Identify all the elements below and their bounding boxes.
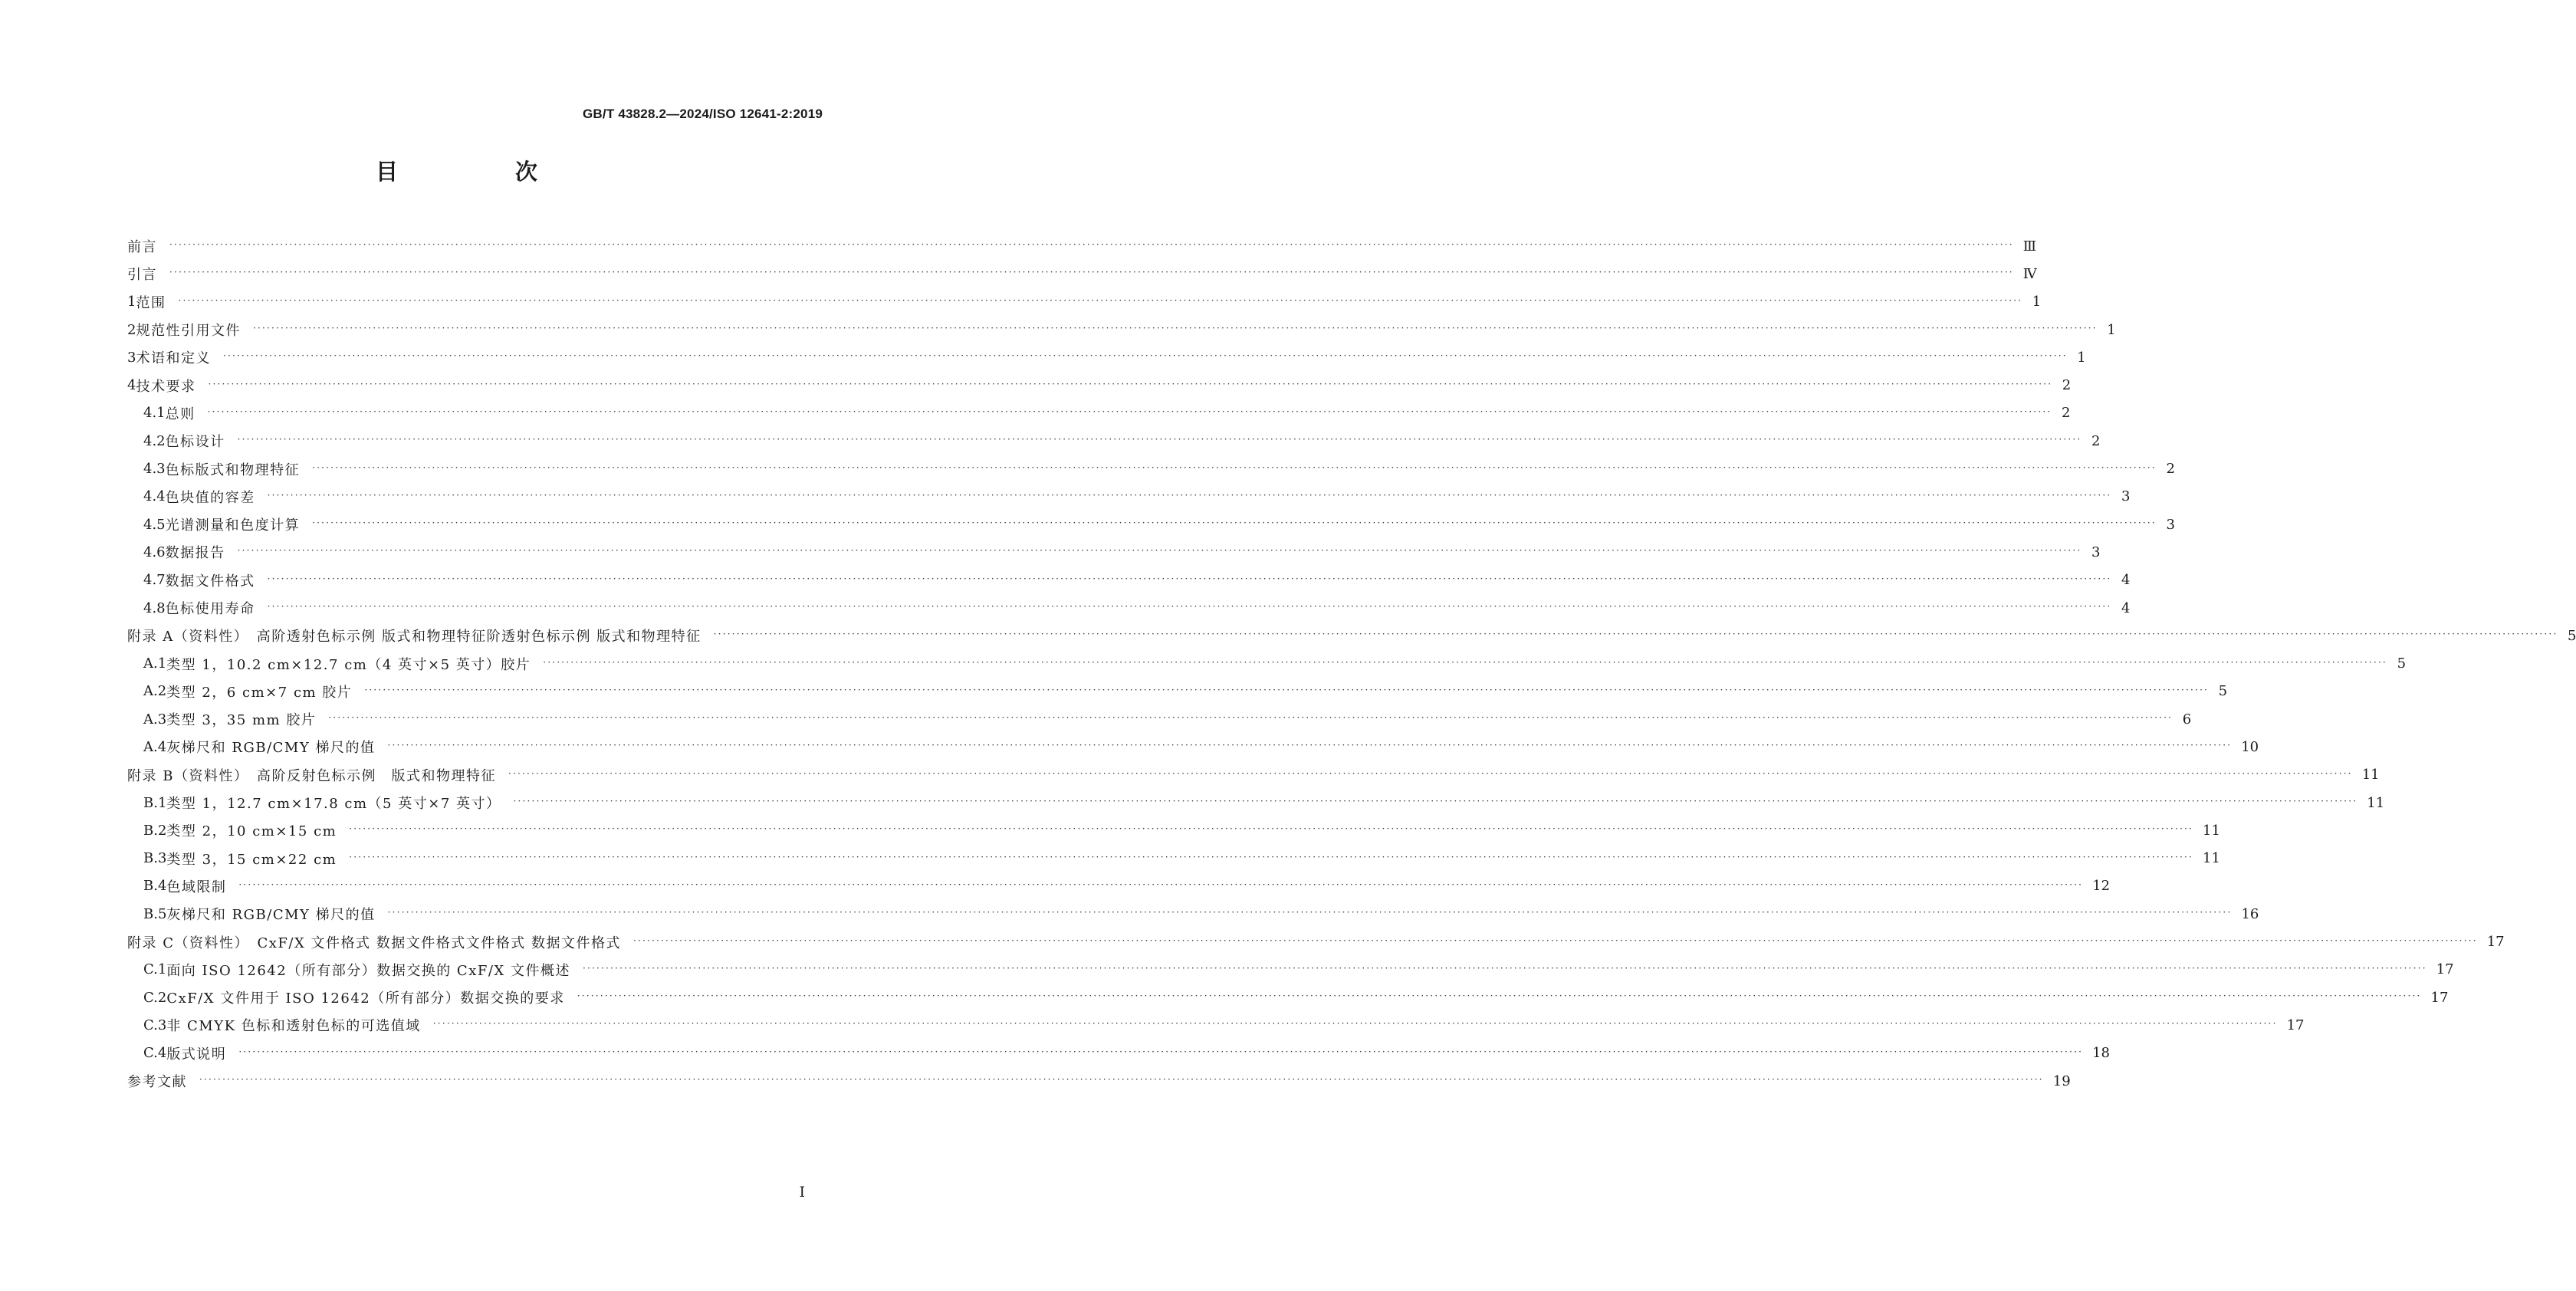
toc-entry-title: 术语和定义 bbox=[136, 350, 211, 367]
toc-entry[interactable] bbox=[127, 872, 2111, 900]
toc-entry-title: 引言 bbox=[127, 267, 157, 284]
toc-entry[interactable] bbox=[127, 900, 2259, 928]
toc-entry-page: 4 bbox=[2121, 600, 2131, 616]
toc-entry-title: 色标设计 bbox=[165, 434, 225, 451]
toc-entry-title: 面向 ISO 12642（所有部分）数据交换的 CxF/X 文件概述 bbox=[166, 962, 570, 979]
toc-entry[interactable] bbox=[127, 538, 2101, 566]
toc-entry-number: 4.2 bbox=[143, 432, 166, 449]
toc-entry[interactable] bbox=[127, 705, 2192, 733]
dot-leader: ················································································································································································································································································································································································································ bbox=[713, 629, 2558, 640]
toc-entry-page: 11 bbox=[2361, 767, 2380, 783]
toc-entry-page: Ⅳ bbox=[2022, 265, 2037, 282]
toc-entry[interactable] bbox=[127, 427, 2101, 455]
dot-leader: ················································································································································································································································································································································································································ bbox=[169, 239, 2014, 251]
toc-entry-page: 2 bbox=[2091, 432, 2101, 449]
toc-entry-page: 2 bbox=[2166, 461, 2175, 478]
toc-entry-title: 灰梯尺和 RGB/CMY 梯尺的值 bbox=[166, 907, 376, 924]
toc-entry[interactable] bbox=[127, 622, 2576, 649]
dot-leader: ················································································································································································································································································································································································································ bbox=[178, 294, 2023, 306]
toc-entry-page: 3 bbox=[2091, 544, 2101, 560]
toc-entry[interactable] bbox=[127, 1067, 2071, 1095]
toc-entry-page: Ⅲ bbox=[2022, 238, 2037, 255]
dot-leader: ················································································································································································································································································································································································································ bbox=[267, 573, 2112, 584]
toc-entry-title: 色标版式和物理特征 bbox=[165, 462, 301, 478]
toc-entry-number: B.3 bbox=[143, 850, 167, 867]
toc-entry-number: 4.4 bbox=[143, 488, 166, 505]
toc-entry-number: 4.7 bbox=[143, 572, 166, 589]
toc-entry-page: 10 bbox=[2241, 738, 2259, 755]
toc-entry[interactable] bbox=[127, 455, 2175, 482]
toc-entry-title: 规范性引用文件 bbox=[136, 323, 241, 340]
toc-entry-title: 数据报告 bbox=[165, 545, 225, 562]
toc-entry[interactable] bbox=[127, 316, 2116, 343]
toc-entry[interactable] bbox=[127, 594, 2131, 622]
page-title: 目 次 bbox=[375, 159, 585, 185]
toc-entry-title: CxF/X 文件用于 ISO 12642（所有部分）数据交换的要求 bbox=[166, 990, 565, 1007]
toc-entry[interactable] bbox=[127, 371, 2072, 399]
toc-entry-title: 类型 1，12.7 cm×17.8 cm（5 英寸×7 英寸） bbox=[166, 796, 501, 813]
toc-entry-page: 4 bbox=[2121, 572, 2131, 589]
toc-entry-title: 色域限制 bbox=[166, 879, 227, 895]
dot-leader: ················································································································································································································································································································································································································ bbox=[513, 796, 2358, 807]
toc-entry-page: 6 bbox=[2182, 711, 2192, 728]
dot-leader: ················································································································································································································································································································································································································ bbox=[328, 712, 2174, 724]
toc-entry-page: 5 bbox=[2218, 683, 2228, 700]
toc-entry-title: 附录 B（资料性） 高阶反射色标示例 版式和物理特征 bbox=[127, 767, 496, 784]
toc-entry-page: 11 bbox=[2203, 822, 2220, 839]
toc-entry-title: 类型 1，10.2 cm×12.7 cm（4 英寸×5 英寸）胶片 bbox=[166, 656, 531, 673]
toc-entry-number: C.1 bbox=[143, 961, 167, 978]
toc-entry[interactable] bbox=[127, 956, 2454, 984]
dot-leader: ················································································································································································································································································································································································································ bbox=[267, 489, 2112, 501]
toc-entry-number: B.5 bbox=[143, 905, 167, 922]
dot-leader: ················································································································································································································································································································································································································ bbox=[632, 935, 2478, 946]
toc-entry[interactable] bbox=[127, 649, 2407, 677]
dot-leader: ················································································································································································································································································································································································································ bbox=[199, 1074, 2044, 1086]
toc-entry[interactable] bbox=[127, 288, 2042, 316]
toc-entry-title: 附录 C（资料性） CxF/X 文件格式 数据文件格式文件格式 数据文件格式 bbox=[127, 935, 621, 951]
toc-entry[interactable] bbox=[127, 567, 2131, 594]
toc-entry-number: 2 bbox=[127, 321, 136, 338]
toc-entry-title: 附录 A（资料性） 高阶透射色标示例 版式和物理特征阶透射色标示例 版式和物理特征 bbox=[127, 629, 702, 646]
toc-entry[interactable] bbox=[127, 733, 2259, 760]
toc-entry[interactable] bbox=[127, 816, 2220, 844]
toc-entry-title: 版式说明 bbox=[166, 1046, 227, 1063]
toc-entry[interactable] bbox=[127, 789, 2385, 816]
dot-leader: ················································································································································································································································································································································································································ bbox=[238, 879, 2084, 890]
toc-entry-page: 11 bbox=[2203, 850, 2220, 867]
toc-entry-title: 参考文献 bbox=[127, 1074, 187, 1091]
toc-entry-number: 1 bbox=[127, 294, 136, 310]
toc-entry[interactable] bbox=[127, 399, 2071, 427]
toc-entry-page: 2 bbox=[2062, 377, 2072, 394]
toc-entry-title: 类型 3，35 mm 胶片 bbox=[166, 712, 317, 729]
dot-leader: ················································································································································································································································································································································································································ bbox=[577, 990, 2422, 1002]
dot-leader: ················································································································································································································································································································································································································ bbox=[312, 462, 2157, 473]
dot-leader: ················································································································································································································································································································································································································ bbox=[349, 823, 2193, 835]
toc-entry[interactable] bbox=[127, 984, 2449, 1011]
toc-entry-number: 4 bbox=[127, 377, 136, 394]
toc-entry[interactable] bbox=[127, 260, 2037, 287]
toc-entry-page: 17 bbox=[2436, 961, 2454, 978]
toc-entry-title: 非 CMYK 色标和透射色标的可选值域 bbox=[166, 1018, 421, 1035]
table-of-contents bbox=[127, 232, 2576, 1095]
dot-leader: ················································································································································································································································································································································································································ bbox=[252, 323, 2098, 334]
toc-entry-page: 3 bbox=[2121, 488, 2131, 505]
toc-entry-title: 类型 2，6 cm×7 cm 胶片 bbox=[166, 684, 353, 701]
toc-entry-title: 数据文件格式 bbox=[165, 573, 255, 590]
toc-entry-number: B.4 bbox=[143, 878, 167, 895]
toc-entry[interactable] bbox=[127, 928, 2505, 955]
toc-entry-page: 5 bbox=[2397, 655, 2407, 672]
toc-entry-page: 17 bbox=[2430, 989, 2449, 1006]
toc-entry-title: 灰梯尺和 RGB/CMY 梯尺的值 bbox=[166, 740, 376, 757]
dot-leader: ················································································································································································································································································································································································································ bbox=[207, 406, 2052, 417]
toc-entry[interactable] bbox=[127, 1011, 2305, 1039]
toc-entry-page: 1 bbox=[2032, 294, 2042, 310]
toc-entry-title: 光谱测量和色度计算 bbox=[165, 517, 301, 534]
toc-entry[interactable] bbox=[127, 343, 2086, 371]
dot-leader: ················································································································································································································································································································································································································ bbox=[208, 378, 2053, 389]
toc-entry-page: 1 bbox=[2077, 349, 2086, 366]
toc-entry-number: 4.8 bbox=[143, 600, 166, 616]
toc-entry[interactable] bbox=[127, 511, 2175, 538]
toc-entry-page: 18 bbox=[2092, 1045, 2110, 1062]
toc-entry-title: 色标使用寿命 bbox=[165, 601, 255, 617]
toc-entry-number: 4.6 bbox=[143, 544, 166, 560]
toc-entry-number: B.2 bbox=[143, 822, 167, 839]
toc-entry-page: 11 bbox=[2367, 794, 2385, 811]
toc-entry-page: 12 bbox=[2092, 878, 2111, 895]
toc-entry-number: A.2 bbox=[143, 683, 167, 700]
toc-entry-page: 17 bbox=[2286, 1017, 2305, 1033]
toc-entry-page: 16 bbox=[2241, 905, 2259, 922]
toc-entry-title: 前言 bbox=[127, 239, 157, 256]
dot-leader: ················································································································································································································································································································································································································ bbox=[582, 962, 2427, 974]
toc-entry-page: 5 bbox=[2568, 627, 2576, 644]
dot-leader: ················································································································································································································································································································································································································ bbox=[387, 907, 2233, 918]
dot-leader: ················································································································································································································································································································································································································ bbox=[508, 767, 2353, 779]
page-number: I bbox=[799, 1184, 805, 1201]
toc-entry-title: 总则 bbox=[165, 406, 196, 422]
toc-entry-number: B.1 bbox=[143, 794, 167, 811]
toc-entry-number: 3 bbox=[127, 349, 136, 366]
toc-entry-number: A.3 bbox=[143, 711, 167, 728]
toc-entry-number: C.2 bbox=[143, 989, 167, 1006]
toc-entry-number: C.4 bbox=[143, 1045, 167, 1062]
toc-entry-page: 1 bbox=[2107, 321, 2116, 338]
toc-entry-page: 17 bbox=[2486, 934, 2505, 951]
toc-entry[interactable] bbox=[127, 678, 2228, 705]
toc-entry-title: 类型 3，15 cm×22 cm bbox=[166, 851, 337, 868]
toc-entry-number: 4.1 bbox=[143, 405, 166, 422]
dot-leader: ················································································································································································································································································································································································································ bbox=[312, 517, 2157, 529]
dot-leader: ················································································································································································································································································································································································································ bbox=[238, 1046, 2084, 1057]
toc-entry[interactable] bbox=[127, 1040, 2110, 1067]
dot-leader: ················································································································································································································································································································································································································ bbox=[349, 851, 2193, 862]
toc-entry-number: 4.3 bbox=[143, 461, 166, 478]
dot-leader: ················································································································································································································································································································································································································ bbox=[364, 684, 2210, 695]
dot-leader: ················································································································································································································································································································································································································ bbox=[237, 545, 2082, 557]
toc-entry-title: 色块值的容差 bbox=[165, 489, 255, 506]
toc-entry-number: 4.5 bbox=[143, 516, 166, 533]
toc-entry-title: 技术要求 bbox=[136, 378, 196, 395]
toc-entry-title: 类型 2，10 cm×15 cm bbox=[166, 823, 337, 840]
toc-entry-number: A.1 bbox=[143, 655, 167, 672]
dot-leader: ················································································································································································································································································································································································································ bbox=[543, 656, 2388, 668]
dot-leader: ················································································································································································································································································································································································································ bbox=[267, 601, 2112, 612]
toc-entry-number: A.4 bbox=[143, 738, 167, 755]
dot-leader: ················································································································································································································································································································································································································ bbox=[237, 434, 2082, 445]
dot-leader: ················································································································································································································································································································································································································ bbox=[222, 350, 2068, 362]
toc-entry-page: 2 bbox=[2061, 405, 2071, 422]
toc-entry-number: C.3 bbox=[143, 1017, 167, 1033]
toc-entry[interactable] bbox=[127, 483, 2131, 511]
toc-entry-page: 19 bbox=[2052, 1073, 2071, 1089]
dot-leader: ················································································································································································································································································································································································································ bbox=[387, 740, 2233, 751]
dot-leader: ················································································································································································································································································································································································································ bbox=[169, 267, 2014, 278]
dot-leader: ················································································································································································································································································································································································································ bbox=[432, 1018, 2278, 1030]
toc-entry[interactable] bbox=[127, 845, 2220, 872]
toc-entry[interactable] bbox=[127, 232, 2037, 260]
document-code: GB/T 43828.2—2024/ISO 12641-2:2019 bbox=[583, 107, 823, 121]
toc-entry[interactable] bbox=[127, 761, 2380, 789]
toc-entry-page: 3 bbox=[2166, 516, 2175, 533]
toc-entry-title: 范围 bbox=[136, 294, 166, 311]
